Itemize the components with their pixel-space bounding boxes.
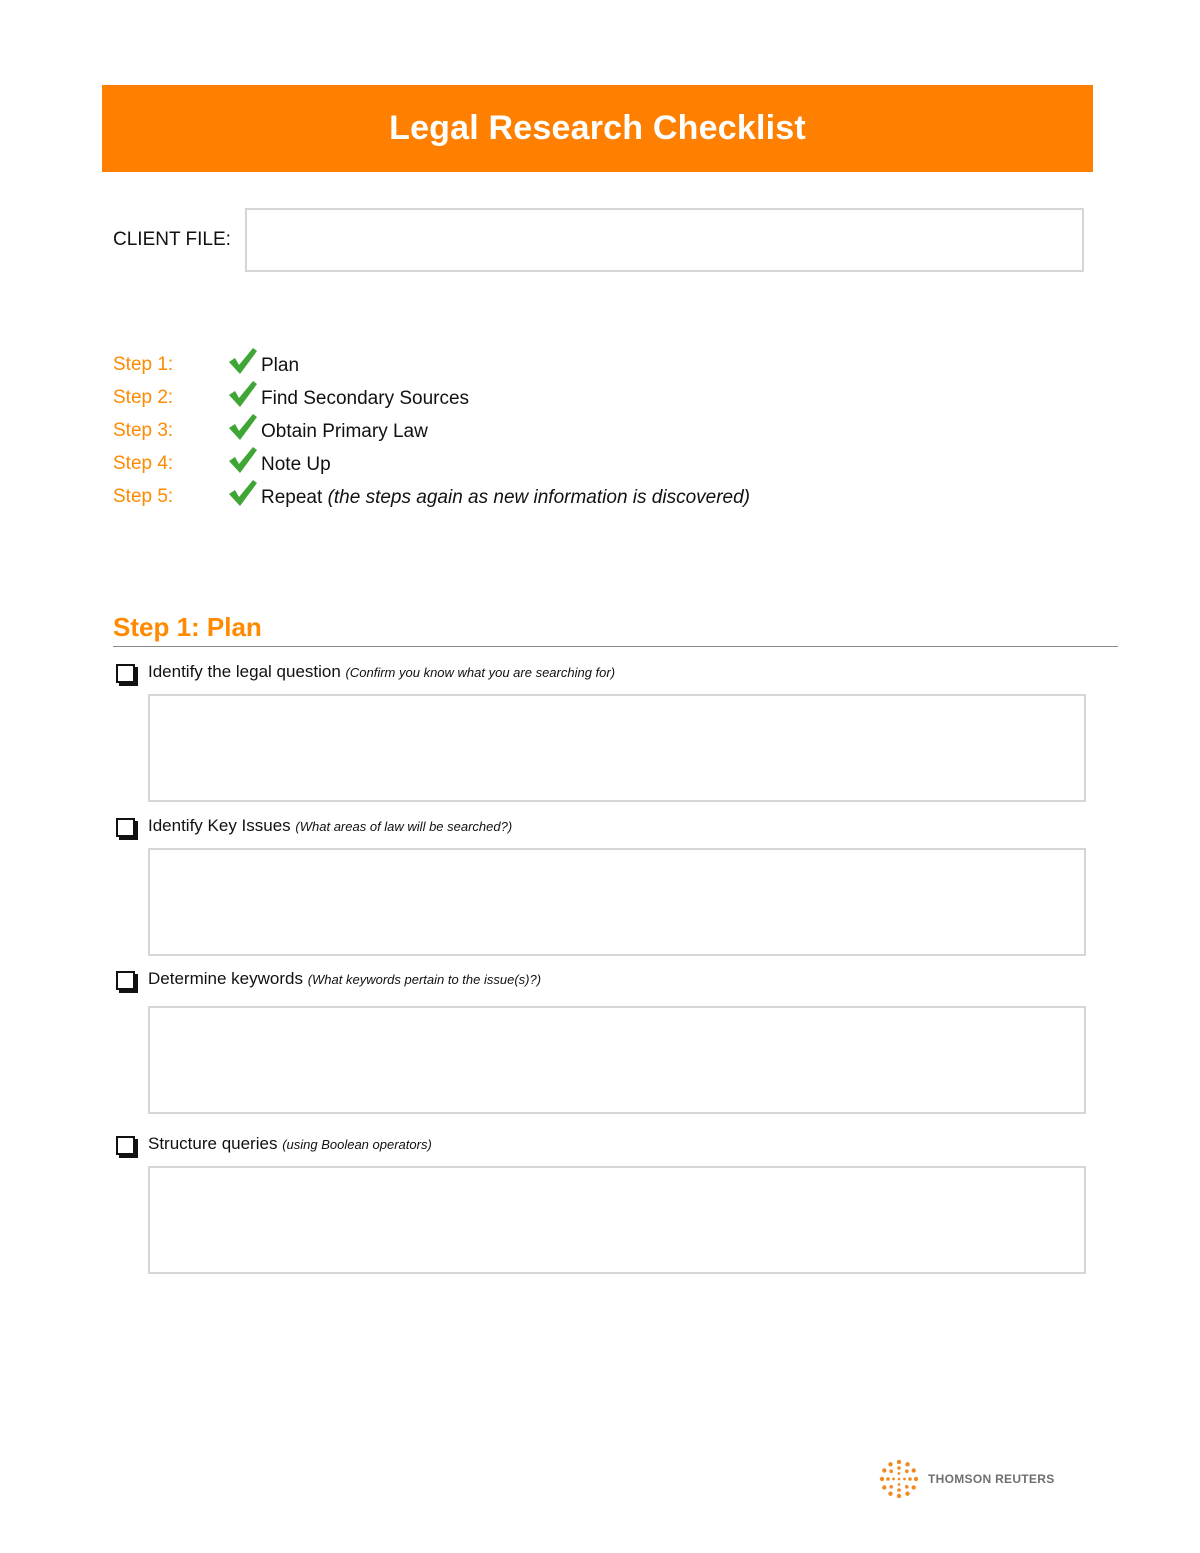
checkmark-icon bbox=[226, 346, 258, 376]
task-answer-field[interactable] bbox=[148, 1166, 1086, 1274]
task-checkbox[interactable] bbox=[116, 1136, 135, 1155]
task-checkbox[interactable] bbox=[116, 818, 135, 837]
task-label: Structure queries (using Boolean operators) bbox=[148, 1134, 432, 1153]
task-checkbox[interactable] bbox=[116, 971, 135, 990]
step-label: Step 4: bbox=[113, 453, 174, 474]
task-item bbox=[116, 1136, 1096, 1164]
title-banner bbox=[102, 85, 1093, 172]
client-file-field[interactable] bbox=[245, 208, 1084, 272]
step-text: Plan bbox=[261, 355, 300, 376]
step-text: Repeat (the steps again as new information is discovered) bbox=[261, 487, 750, 508]
step-note: (the steps again as new information is discovered) bbox=[327, 487, 750, 508]
step-text: Find Secondary Sources bbox=[261, 388, 470, 409]
step-label: Step 5: bbox=[113, 486, 174, 507]
step-label: Step 1: bbox=[113, 354, 174, 375]
task-answer-field[interactable] bbox=[148, 1006, 1086, 1114]
task-hint: (Confirm you know what you are searching for) bbox=[345, 665, 616, 680]
task-answer-field[interactable] bbox=[148, 694, 1086, 802]
page-title: Legal Research Checklist bbox=[389, 109, 806, 147]
logo-text: THOMSON REUTERS bbox=[928, 1472, 1055, 1486]
step-label: Step 3: bbox=[113, 420, 174, 441]
task-hint: (What keywords pertain to the issue(s)?) bbox=[307, 972, 542, 987]
task-checkbox[interactable] bbox=[116, 664, 135, 683]
client-file-label: CLIENT FILE: bbox=[113, 229, 231, 250]
checkmark-icon bbox=[226, 478, 258, 508]
checkmark-icon bbox=[226, 379, 258, 409]
task-item bbox=[116, 971, 1096, 999]
task-answer-field[interactable] bbox=[148, 848, 1086, 956]
step-text: Note Up bbox=[261, 454, 331, 475]
task-item bbox=[116, 818, 1096, 846]
step-text: Obtain Primary Law bbox=[261, 421, 428, 442]
section-title: Step 1: Plan bbox=[113, 612, 262, 642]
section-divider bbox=[113, 646, 1118, 647]
task-label: Determine keywords (What keywords pertain to the issue(s)?) bbox=[148, 969, 542, 988]
thomson-reuters-logo bbox=[878, 1458, 1055, 1500]
task-item bbox=[116, 664, 1096, 692]
task-label: Identify Key Issues (What areas of law will be searched?) bbox=[148, 816, 513, 835]
checkmark-icon bbox=[226, 445, 258, 475]
task-hint: (What areas of law will be searched?) bbox=[295, 819, 513, 834]
thomson-reuters-logo-icon bbox=[878, 1458, 920, 1500]
task-hint: (using Boolean operators) bbox=[282, 1137, 432, 1152]
task-label: Identify the legal question (Confirm you know what you are searching for) bbox=[148, 662, 616, 681]
checkmark-icon bbox=[226, 412, 258, 442]
step-label: Step 2: bbox=[113, 387, 174, 408]
